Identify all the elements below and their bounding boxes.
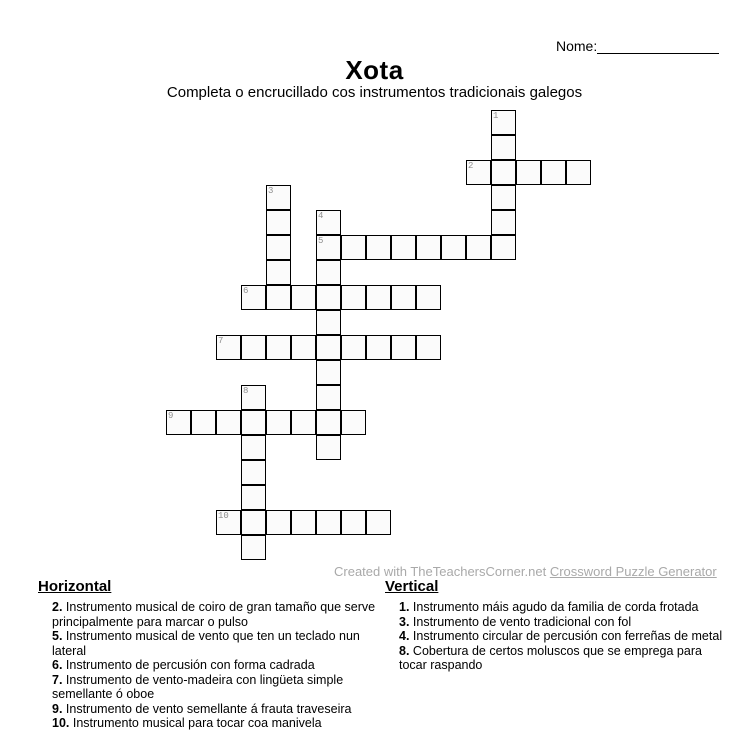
grid-cell[interactable] [416, 285, 441, 310]
credit-text: Created with TheTeachersCorner.net [334, 564, 550, 579]
grid-cell[interactable] [366, 335, 391, 360]
grid-cell[interactable] [191, 410, 216, 435]
grid-cell[interactable] [241, 435, 266, 460]
clue-horizontal-10: 10. Instrumento musical para tocar coa manivela [52, 716, 322, 730]
grid-cell[interactable] [416, 335, 441, 360]
grid-cell[interactable] [266, 335, 291, 360]
grid-cell[interactable] [316, 310, 341, 335]
grid-cell[interactable] [266, 235, 291, 260]
grid-cell-number: 6 [243, 286, 249, 296]
clue-horizontal-5: 5. Instrumento musical de vento que ten un teclado nun lateral [52, 629, 360, 658]
grid-cell[interactable] [341, 410, 366, 435]
grid-cell[interactable] [291, 410, 316, 435]
grid-cell[interactable] [341, 335, 366, 360]
grid-cell[interactable] [266, 510, 291, 535]
horizontal-clue-list [38, 600, 378, 731]
grid-cell[interactable] [241, 535, 266, 560]
grid-cell-number: 4 [318, 211, 324, 221]
grid-cell-number: 2 [468, 161, 474, 171]
grid-cell[interactable] [216, 410, 241, 435]
grid-cell[interactable] [491, 110, 516, 135]
clue-vertical-4: 4. Instrumento circular de percusión con ferreñas de metal [399, 629, 723, 643]
clue-horizontal-6: 6. Instrumento de percusión con forma cadrada [52, 658, 315, 672]
grid-cell[interactable] [266, 260, 291, 285]
generator-link[interactable]: Crossword Puzzle Generator [549, 564, 717, 579]
grid-cell-number: 9 [168, 411, 174, 421]
grid-cell[interactable] [216, 510, 241, 535]
grid-cell[interactable] [266, 285, 291, 310]
grid-cell[interactable] [266, 185, 291, 210]
grid-cell[interactable] [516, 160, 541, 185]
grid-cell-number: 1 [493, 111, 499, 121]
grid-cell[interactable] [316, 360, 341, 385]
grid-cell[interactable] [241, 285, 266, 310]
grid-cell[interactable] [566, 160, 591, 185]
page-title: Xota [345, 55, 404, 85]
grid-cell[interactable] [241, 460, 266, 485]
page-subtitle: Completa o encrucillado cos instrumentos tradicionais galegos [166, 84, 583, 101]
grid-cell-number: 8 [243, 386, 249, 396]
grid-cell[interactable] [316, 410, 341, 435]
grid-cell[interactable] [166, 410, 191, 435]
vertical-clue-list [385, 600, 725, 673]
grid-cell[interactable] [341, 285, 366, 310]
grid-cell[interactable] [291, 285, 316, 310]
grid-cell[interactable] [391, 335, 416, 360]
horizontal-clues-section [38, 578, 378, 731]
name-label: Nome: [556, 38, 598, 54]
clue-number: 3. [399, 614, 410, 629]
grid-cell[interactable] [366, 285, 391, 310]
grid-cell[interactable] [241, 385, 266, 410]
grid-cell[interactable] [366, 235, 391, 260]
clue-horizontal-2: 2. Instrumento musical de coiro de gran tamaño que serve principalmente para marcar o pulso [52, 600, 376, 629]
grid-cell[interactable] [266, 210, 291, 235]
clue-number: 9. [52, 701, 63, 716]
grid-cell[interactable] [466, 160, 491, 185]
grid-cell[interactable] [391, 235, 416, 260]
clue-vertical-1: 1. Instrumento máis agudo da familia de corda frotada [399, 600, 699, 614]
grid-cell[interactable] [316, 260, 341, 285]
clue-number: 1. [399, 600, 410, 614]
clue-number: 5. [52, 629, 63, 643]
grid-cell[interactable] [491, 210, 516, 235]
grid-cell[interactable] [241, 485, 266, 510]
grid-cell[interactable] [241, 410, 266, 435]
vertical-clues-section [385, 578, 725, 673]
clue-vertical-8: 8. Cobertura de certos moluscos que se emprega para tocar raspando [399, 643, 702, 672]
horizontal-heading: Horizontal [38, 578, 112, 595]
grid-cell[interactable] [491, 135, 516, 160]
grid-cell-number: 10 [218, 511, 229, 521]
grid-cell[interactable] [316, 435, 341, 460]
grid-cell[interactable] [316, 510, 341, 535]
grid-cell[interactable] [216, 335, 241, 360]
grid-cell[interactable] [316, 235, 341, 260]
grid-cell-number: 7 [218, 336, 224, 346]
grid-cell[interactable] [491, 185, 516, 210]
grid-cell[interactable] [266, 410, 291, 435]
clue-number: 6. [52, 658, 63, 672]
grid-cell[interactable] [291, 510, 316, 535]
clue-horizontal-7: 7. Instrumento de vento-madeira con lingüeta simple semellante ó oboe [52, 672, 344, 701]
grid-cell[interactable] [541, 160, 566, 185]
grid-cell[interactable] [316, 210, 341, 235]
grid-cell[interactable] [316, 335, 341, 360]
grid-cell[interactable] [491, 160, 516, 185]
clue-number: 2. [52, 600, 63, 614]
vertical-heading: Vertical [385, 578, 439, 595]
grid-cell[interactable] [441, 235, 466, 260]
credit-line [334, 564, 717, 579]
grid-cell[interactable] [366, 510, 391, 535]
grid-cell-number: 5 [318, 236, 324, 246]
grid-cell[interactable] [466, 235, 491, 260]
grid-cell[interactable] [341, 510, 366, 535]
grid-cell[interactable] [491, 235, 516, 260]
grid-cell[interactable] [391, 285, 416, 310]
clue-number: 7. [52, 672, 63, 687]
clue-number: 10. [52, 716, 70, 730]
grid-cell[interactable] [316, 285, 341, 310]
grid-cell[interactable] [291, 335, 316, 360]
grid-cell[interactable] [241, 335, 266, 360]
grid-cell[interactable] [316, 385, 341, 410]
grid-cell-number: 3 [268, 186, 274, 196]
clue-horizontal-9: 9. Instrumento de vento semellante á frauta traveseira [52, 701, 352, 716]
clue-number: 8. [399, 643, 410, 658]
clue-number: 4. [399, 629, 410, 643]
grid-cell[interactable] [341, 235, 366, 260]
grid-cell[interactable] [241, 510, 266, 535]
grid-cell[interactable] [416, 235, 441, 260]
clue-vertical-3: 3. Instrumento de vento tradicional con fol [399, 614, 632, 629]
